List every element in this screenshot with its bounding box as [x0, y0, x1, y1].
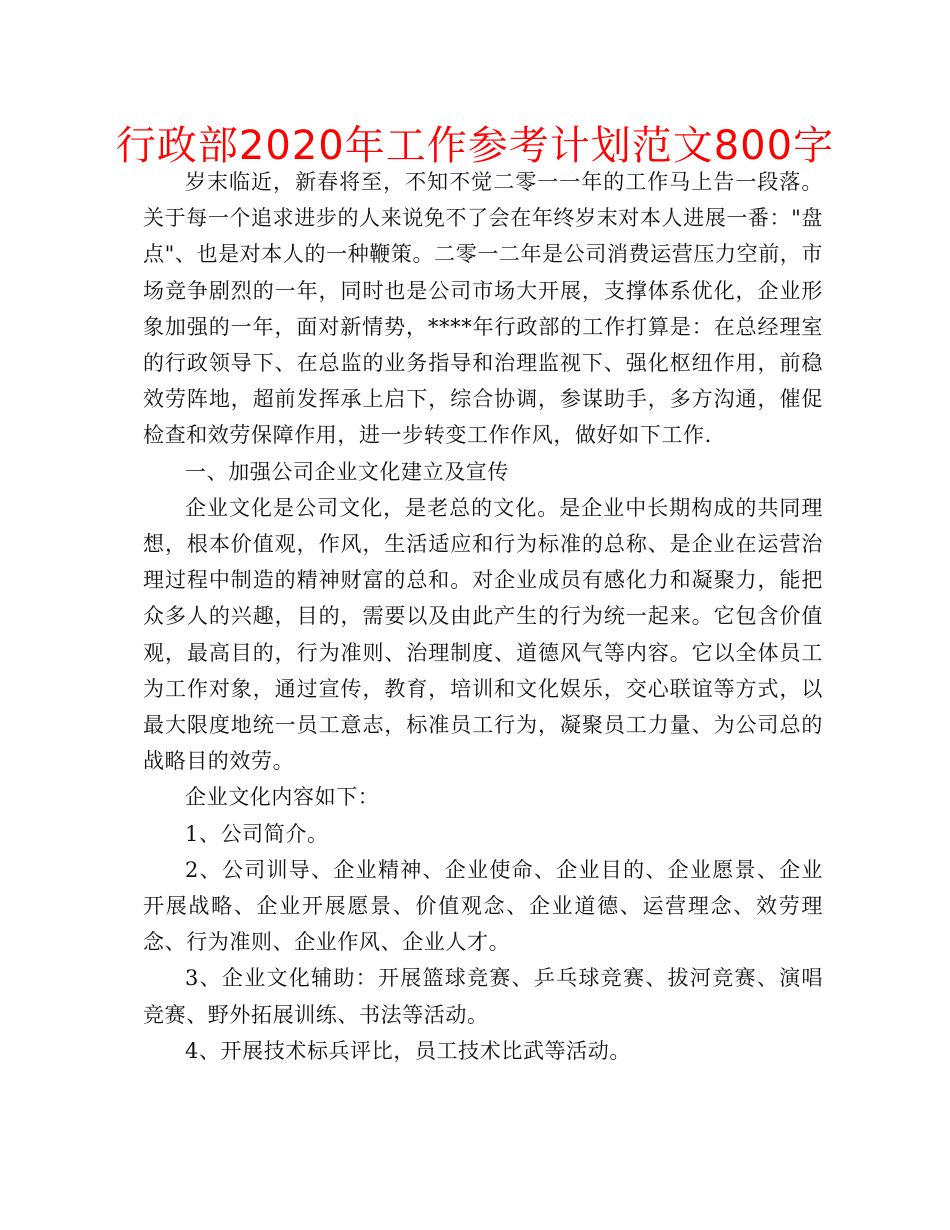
section-heading: 一、加强公司企业文化建立及宣传	[185, 459, 509, 484]
intro-paragraph: 岁末临近，新春将至，不知不觉二零一一年的工作马上告一段落。关于每一个追求进步的人来说免不了会在年终岁末对本人进展一番："盘点"、也是对本人的一种鞭策。二零一二年是公司消费运营压力空前，市场竞争剧烈的一年，同时也是公司市场大开展，支撑体系优化，企业形象加强的一年，面对新情势，****年行政部的工作打算是：在总经理室的行政领导下、在总监的业务指导和治理监视下、强化枢纽作用，前稳效劳阵地，超前发挥承上启下，综合协调，参谋助手，多方沟通，催促检查和效劳保障作用，进一步转变工作作风，做好如下工作.	[143, 170, 823, 448]
list-item: 1、公司简介。	[185, 821, 329, 846]
document-title: 行政部2020年工作参考计划范文800字	[115, 123, 835, 169]
document-body	[143, 164, 823, 1069]
list-item: 4、开展技术标兵评比，员工技术比武等活动。	[185, 1038, 631, 1063]
list-item: 2、公司训导、企业精神、企业使命、企业目的、企业愿景、企业开展战略、企业开展愿景、价值观念、企业道德、运营理念、效劳理念、行为准则、企业作风、企业人才。	[143, 857, 823, 955]
list-intro: 企业文化内容如下：	[185, 785, 380, 810]
body-paragraph: 企业文化是公司文化，是老总的文化。是企业中长期构成的共同理想，根本价值观，作风，生活适应和行为标准的总称、是企业在运营治理过程中制造的精神财富的总和。对企业成员有感化力和凝聚力，能把众多人的兴趣，目的，需要以及由此产生的行为统一起来。它包含价值观，最高目的，行为准则、治理制度、道德风气等内容。它以全体员工为工作对象，通过宣传，教育，培训和文化娱乐，交心联谊等方式，以最大限度地统一员工意志，标准员工行为，凝聚员工力量、为公司总的战略目的效劳。	[143, 495, 823, 774]
list-item: 3、企业文化辅助：开展篮球竞赛、乒乓球竞赛、拔河竞赛、演唱竞赛、野外拓展训练、书法等活动。	[143, 966, 823, 1027]
